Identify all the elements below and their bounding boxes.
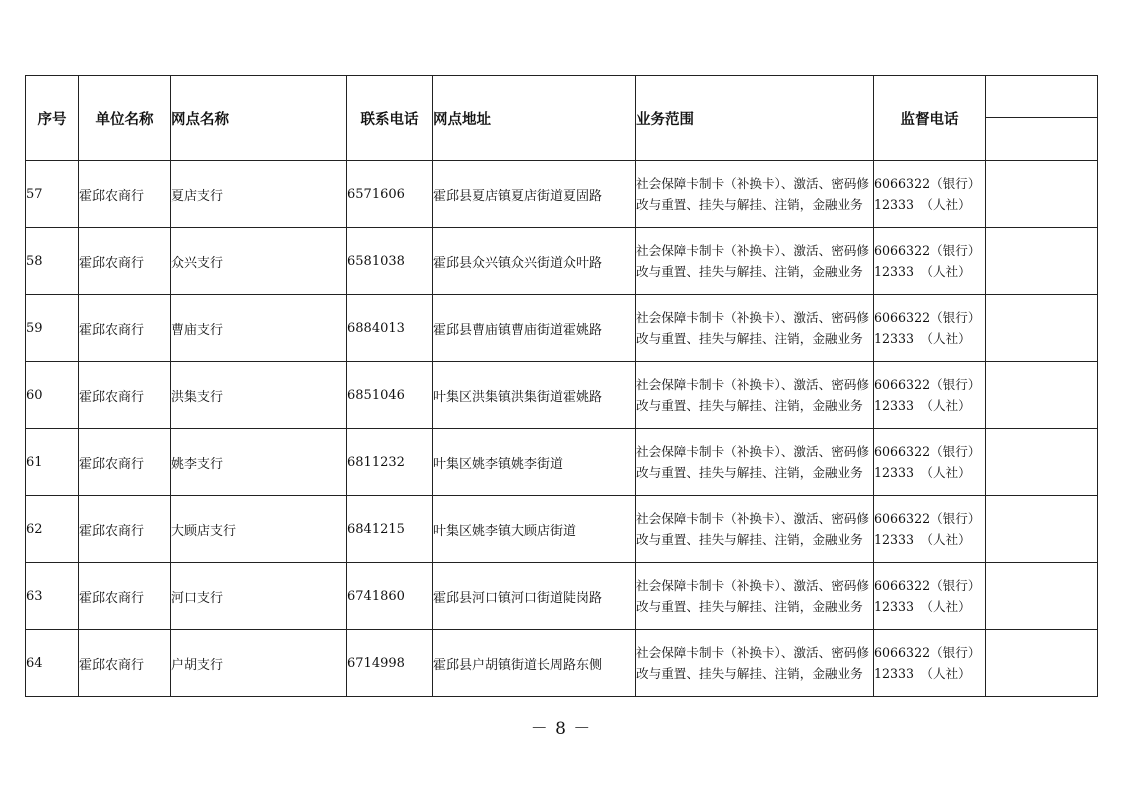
cell-supervision-phone	[874, 362, 986, 429]
header-business-scope: 业务范围	[636, 76, 874, 161]
cell-contact-phone: 6571606	[347, 161, 433, 228]
cell-branch-name: 洪集支行	[171, 362, 347, 429]
cell-business-scope: 社会保障卡制卡（补换卡）、激活、密码修改与重置、挂失与解挂、注销，金融业务	[636, 496, 874, 563]
supervision-phone-social: 12333 （人社）	[874, 197, 971, 212]
header-index: 序号	[26, 76, 79, 161]
supervision-phone-social: 12333 （人社）	[874, 398, 971, 413]
cell-extra	[986, 630, 1098, 697]
cell-contact-phone: 6581038	[347, 228, 433, 295]
table-row	[26, 563, 1098, 630]
cell-index: 63	[26, 563, 79, 630]
cell-extra	[986, 429, 1098, 496]
cell-contact-phone: 6841215	[347, 496, 433, 563]
cell-unit-name: 霍邱农商行	[79, 563, 171, 630]
cell-contact-phone: 6884013	[347, 295, 433, 362]
cell-business-scope: 社会保障卡制卡（补换卡）、激活、密码修改与重置、挂失与解挂、注销，金融业务	[636, 429, 874, 496]
cell-branch-address: 叶集区洪集镇洪集街道霍姚路	[433, 362, 636, 429]
cell-business-scope: 社会保障卡制卡（补换卡）、激活、密码修改与重置、挂失与解挂、注销，金融业务	[636, 161, 874, 228]
cell-branch-address: 叶集区姚李镇姚李街道	[433, 429, 636, 496]
cell-business-scope: 社会保障卡制卡（补换卡）、激活、密码修改与重置、挂失与解挂、注销，金融业务	[636, 228, 874, 295]
supervision-phone-bank: 6066322（银行）	[874, 578, 981, 593]
cell-branch-address: 霍邱县户胡镇街道长周路东侧	[433, 630, 636, 697]
supervision-phone-social: 12333 （人社）	[874, 599, 971, 614]
cell-extra	[986, 496, 1098, 563]
table-row	[26, 161, 1098, 228]
cell-business-scope: 社会保障卡制卡（补换卡）、激活、密码修改与重置、挂失与解挂、注销，金融业务	[636, 563, 874, 630]
cell-business-scope: 社会保障卡制卡（补换卡）、激活、密码修改与重置、挂失与解挂、注销，金融业务	[636, 295, 874, 362]
cell-branch-address: 叶集区姚李镇大顾店街道	[433, 496, 636, 563]
cell-supervision-phone	[874, 228, 986, 295]
header-extra-divider	[986, 117, 1097, 118]
cell-extra	[986, 228, 1098, 295]
supervision-phone-social: 12333 （人社）	[874, 465, 971, 480]
cell-supervision-phone	[874, 295, 986, 362]
cell-branch-address: 霍邱县河口镇河口街道陡岗路	[433, 563, 636, 630]
service-outlet-table	[25, 75, 1098, 697]
table-row	[26, 295, 1098, 362]
supervision-phone-bank: 6066322（银行）	[874, 511, 981, 526]
supervision-phone-bank: 6066322（银行）	[874, 243, 981, 258]
cell-index: 58	[26, 228, 79, 295]
cell-branch-name: 河口支行	[171, 563, 347, 630]
table-row	[26, 228, 1098, 295]
cell-unit-name: 霍邱农商行	[79, 161, 171, 228]
supervision-phone-bank: 6066322（银行）	[874, 176, 981, 191]
cell-index: 59	[26, 295, 79, 362]
cell-index: 57	[26, 161, 79, 228]
supervision-phone-social: 12333 （人社）	[874, 264, 971, 279]
cell-contact-phone: 6741860	[347, 563, 433, 630]
supervision-phone-social: 12333 （人社）	[874, 331, 971, 346]
cell-branch-name: 众兴支行	[171, 228, 347, 295]
cell-branch-address: 霍邱县夏店镇夏店街道夏固路	[433, 161, 636, 228]
cell-branch-name: 夏店支行	[171, 161, 347, 228]
cell-index: 64	[26, 630, 79, 697]
cell-extra	[986, 563, 1098, 630]
cell-unit-name: 霍邱农商行	[79, 429, 171, 496]
table-body	[26, 161, 1098, 697]
supervision-phone-bank: 6066322（银行）	[874, 377, 981, 392]
cell-unit-name: 霍邱农商行	[79, 228, 171, 295]
cell-branch-name: 曹庙支行	[171, 295, 347, 362]
cell-supervision-phone	[874, 630, 986, 697]
cell-unit-name: 霍邱农商行	[79, 630, 171, 697]
supervision-phone-bank: 6066322（银行）	[874, 444, 981, 459]
cell-branch-address: 霍邱县众兴镇众兴街道众叶路	[433, 228, 636, 295]
supervision-phone-bank: 6066322（银行）	[874, 310, 981, 325]
cell-business-scope: 社会保障卡制卡（补换卡）、激活、密码修改与重置、挂失与解挂、注销，金融业务	[636, 362, 874, 429]
cell-index: 61	[26, 429, 79, 496]
supervision-phone-bank: 6066322（银行）	[874, 645, 981, 660]
cell-contact-phone: 6811232	[347, 429, 433, 496]
page-number: － 8 －	[530, 719, 592, 739]
header-unit-name: 单位名称	[79, 76, 171, 161]
cell-unit-name: 霍邱农商行	[79, 362, 171, 429]
cell-contact-phone: 6714998	[347, 630, 433, 697]
header-extra-column	[986, 76, 1098, 161]
cell-extra	[986, 161, 1098, 228]
cell-contact-phone: 6851046	[347, 362, 433, 429]
table-row	[26, 362, 1098, 429]
supervision-phone-social: 12333 （人社）	[874, 666, 971, 681]
cell-business-scope: 社会保障卡制卡（补换卡）、激活、密码修改与重置、挂失与解挂、注销，金融业务	[636, 630, 874, 697]
cell-supervision-phone	[874, 496, 986, 563]
cell-branch-address: 霍邱县曹庙镇曹庙街道霍姚路	[433, 295, 636, 362]
cell-supervision-phone	[874, 161, 986, 228]
table-row	[26, 630, 1098, 697]
cell-index: 60	[26, 362, 79, 429]
header-supervision-phone: 监督电话	[874, 76, 986, 161]
header-branch-name: 网点名称	[171, 76, 347, 161]
cell-extra	[986, 295, 1098, 362]
supervision-phone-social: 12333 （人社）	[874, 532, 971, 547]
cell-unit-name: 霍邱农商行	[79, 295, 171, 362]
header-branch-address: 网点地址	[433, 76, 636, 161]
cell-unit-name: 霍邱农商行	[79, 496, 171, 563]
cell-supervision-phone	[874, 429, 986, 496]
table-row	[26, 496, 1098, 563]
header-contact-phone: 联系电话	[347, 76, 433, 161]
cell-branch-name: 姚李支行	[171, 429, 347, 496]
cell-index: 62	[26, 496, 79, 563]
cell-branch-name: 大顾店支行	[171, 496, 347, 563]
cell-supervision-phone	[874, 563, 986, 630]
cell-extra	[986, 362, 1098, 429]
cell-branch-name: 户胡支行	[171, 630, 347, 697]
table-header	[26, 76, 1098, 161]
table-row	[26, 429, 1098, 496]
